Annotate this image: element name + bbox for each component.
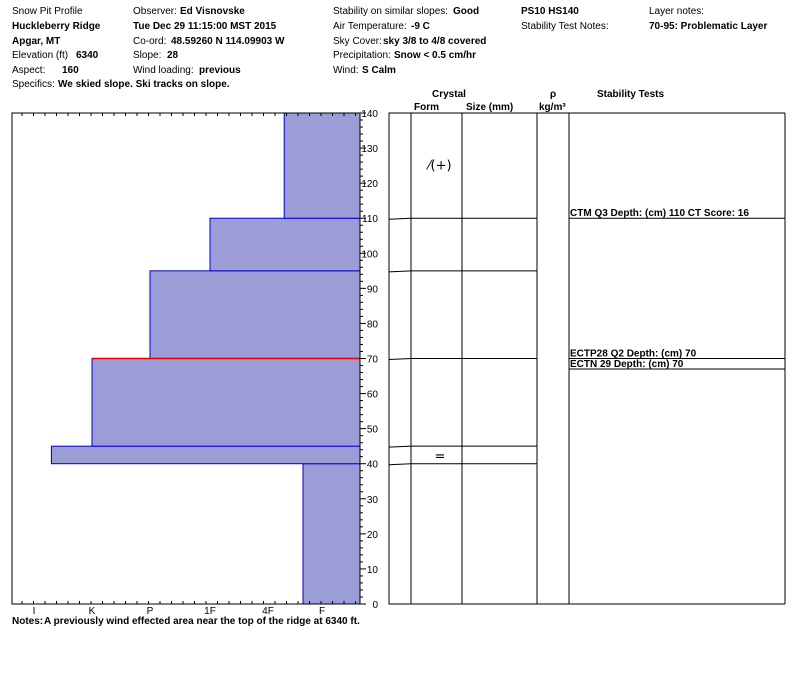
height-tick-label: 10 [366,564,378,576]
hardness-bar [303,464,360,604]
ps-hs: PS10 HS140 [521,6,579,17]
hardness-bar [150,271,360,359]
hardness-bar [51,446,360,464]
coord-value: 48.59260 N 114.09903 W [171,36,285,47]
precip-label: Precipitation: [333,50,391,61]
form-header: Form [414,102,439,113]
coord-label: Co-ord: [133,36,167,47]
slope-value: 28 [167,50,179,61]
height-tick-label: 80 [366,319,378,331]
elevation-value: 6340 [76,50,99,61]
height-tick-label: 110 [362,214,378,226]
sky-label: Sky Cover: [333,36,382,47]
height-tick-label: 30 [366,494,378,506]
crystal-header: Crystal [432,89,466,100]
layer-notes-value: 70-95: Problematic Layer [649,21,768,32]
hardness-tick-label: K [88,606,96,617]
hardness-bar [210,218,360,271]
height-tick-label: 130 [361,144,378,156]
hardness-tick-label: 4F [262,606,274,617]
slope-label: Slope: [133,50,162,61]
rho-header: ρ [550,89,557,100]
specifics-value: We skied slope. Ski tracks on slope. [58,79,230,90]
size-header: Size (mm) [466,102,514,113]
wind-value: S Calm [362,65,396,76]
crystal-symbol: ⁄(+) [428,158,452,174]
aspect-label: Aspect: [12,65,46,76]
height-tick-label: 120 [361,179,378,191]
height-tick-label: 140 [361,109,378,120]
stability-test-label: ECTN 29 Depth: (cm) 70 [570,359,684,371]
layer-notes-label: Layer notes: [649,6,705,17]
stability-label: Stability on similar slopes: [333,6,449,17]
wind-loading-label: Wind loading: [133,65,194,76]
notes-text: A previously wind effected area near the top of the ridge at 6340 ft. [44,616,360,627]
notes-label: Notes: [12,616,44,627]
observer-value: Ed Visnovske [180,6,245,17]
crystal-symbol: = [434,449,446,465]
stability-test-label: ECTP28 Q2 Depth: (cm) 70 [570,348,697,360]
height-tick-label: 50 [366,424,378,436]
air-temp-value: -9 C [411,21,430,32]
hardness-tick-label: F [318,606,326,617]
height-tick-label: 100 [361,249,378,261]
observer-label: Observer: [133,6,177,17]
elevation-label: Elevation (ft) [12,50,69,61]
precip-value: Snow < 0.5 cm/hr [394,50,476,61]
stability-notes-label: Stability Test Notes: [521,21,609,32]
specifics-label: Specifics: [12,79,55,90]
wind-label: Wind: [333,65,359,76]
height-tick-label: 70 [366,354,378,366]
height-tick-label: 0 [372,600,378,611]
region: Apgar, MT [12,36,61,47]
height-tick-label: 90 [366,284,378,296]
stability-test-label: CTM Q3 Depth: (cm) 110 CT Score: 16 [570,208,749,220]
hardness-bar [284,113,360,218]
hardness-bar [92,359,360,447]
stability-value: Good [453,6,480,17]
sky-value: sky 3/8 to 4/8 covered [383,36,487,47]
aspect-value: 160 [62,65,79,76]
datetime: Tue Dec 29 11:15:00 MST 2015 [133,21,277,32]
height-tick-label: 60 [366,389,378,401]
rho-unit-header: kg/m³ [539,102,566,113]
stability-tests-header: Stability Tests [597,89,665,100]
hardness-tick-label: P [146,606,154,617]
hardness-tick-label: 1F [204,606,216,617]
height-tick-label: 40 [366,459,378,471]
location: Huckleberry Ridge [12,21,101,32]
air-temp-label: Air Temperature: [333,21,407,32]
hardness-tick-label: I [32,606,36,617]
height-tick-label: 20 [366,529,378,541]
profile-title: Snow Pit Profile [12,6,83,17]
wind-loading-value: previous [199,65,241,76]
hardness-profile [51,113,360,604]
